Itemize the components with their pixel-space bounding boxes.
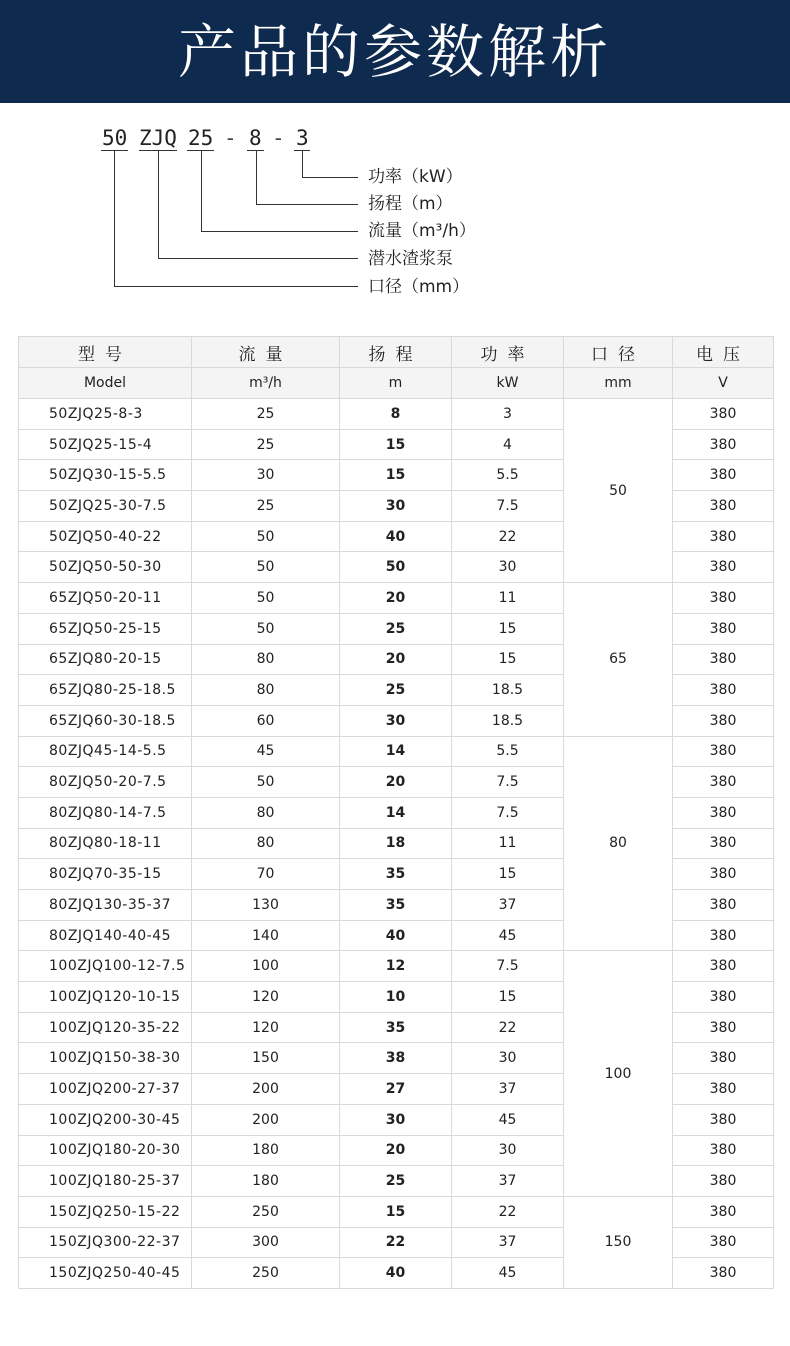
cell-head: 30: [340, 491, 452, 522]
cell-power: 37: [452, 1074, 564, 1105]
cell-model: 50ZJQ50-40-22: [19, 521, 192, 552]
cell-head: 15: [340, 460, 452, 491]
cell-head: 25: [340, 613, 452, 644]
cell-flow: 250: [192, 1196, 340, 1227]
cell-diameter: 150: [564, 1196, 673, 1288]
cell-voltage: 380: [673, 1135, 774, 1166]
cell-power: 22: [452, 1196, 564, 1227]
cell-head: 30: [340, 705, 452, 736]
cell-model: 100ZJQ200-27-37: [19, 1074, 192, 1105]
header-power: 功率: [452, 337, 564, 368]
cell-voltage: 380: [673, 859, 774, 890]
cell-power: 37: [452, 1227, 564, 1258]
cell-flow: 50: [192, 613, 340, 644]
cell-power: 3: [452, 399, 564, 430]
cell-model: 65ZJQ80-25-18.5: [19, 675, 192, 706]
cell-flow: 130: [192, 890, 340, 921]
cell-power: 11: [452, 828, 564, 859]
cell-power: 45: [452, 1258, 564, 1289]
cell-power: 30: [452, 1043, 564, 1074]
cell-model: 100ZJQ120-10-15: [19, 982, 192, 1013]
cell-flow: 50: [192, 583, 340, 614]
cell-model: 100ZJQ120-35-22: [19, 1012, 192, 1043]
cell-model: 80ZJQ50-20-7.5: [19, 767, 192, 798]
cell-head: 30: [340, 1104, 452, 1135]
cell-model: 100ZJQ100-12-7.5: [19, 951, 192, 982]
cell-head: 38: [340, 1043, 452, 1074]
cell-flow: 45: [192, 736, 340, 767]
cell-power: 22: [452, 521, 564, 552]
cell-model: 80ZJQ70-35-15: [19, 859, 192, 890]
cell-model: 80ZJQ140-40-45: [19, 920, 192, 951]
cell-voltage: 380: [673, 491, 774, 522]
cell-head: 40: [340, 920, 452, 951]
cell-head: 20: [340, 583, 452, 614]
table-row: [19, 1196, 774, 1227]
cell-head: 50: [340, 552, 452, 583]
cell-power: 7.5: [452, 767, 564, 798]
cell-head: 14: [340, 797, 452, 828]
cell-head: 40: [340, 1258, 452, 1289]
unit-power: kW: [452, 368, 564, 399]
cell-power: 30: [452, 552, 564, 583]
cell-voltage: 380: [673, 890, 774, 921]
cell-voltage: 380: [673, 1012, 774, 1043]
cell-model: 150ZJQ250-40-45: [19, 1258, 192, 1289]
cell-flow: 80: [192, 644, 340, 675]
legend-head: 扬程（m）: [368, 194, 453, 214]
cell-flow: 300: [192, 1227, 340, 1258]
cell-voltage: 380: [673, 1166, 774, 1197]
cell-power: 7.5: [452, 951, 564, 982]
cell-power: 37: [452, 890, 564, 921]
spec-table: [18, 336, 774, 1289]
table-row: [19, 399, 774, 430]
cell-head: 18: [340, 828, 452, 859]
cell-voltage: 380: [673, 613, 774, 644]
cell-power: 15: [452, 644, 564, 675]
cell-power: 7.5: [452, 491, 564, 522]
cell-flow: 50: [192, 767, 340, 798]
cell-diameter: 50: [564, 399, 673, 583]
header-model: 型号: [19, 337, 192, 368]
cell-head: 8: [340, 399, 452, 430]
cell-voltage: 380: [673, 1074, 774, 1105]
cell-diameter: 100: [564, 951, 673, 1197]
cell-power: 45: [452, 920, 564, 951]
cell-voltage: 380: [673, 767, 774, 798]
code-power: 3: [296, 126, 309, 150]
cell-power: 22: [452, 1012, 564, 1043]
cell-model: 50ZJQ25-30-7.5: [19, 491, 192, 522]
cell-diameter: 80: [564, 736, 673, 951]
cell-voltage: 380: [673, 920, 774, 951]
cell-model: 50ZJQ30-15-5.5: [19, 460, 192, 491]
table-row: [19, 736, 774, 767]
table-row: [19, 583, 774, 614]
cell-voltage: 380: [673, 1043, 774, 1074]
table-header-row: [19, 337, 774, 368]
code-head: 8: [249, 126, 262, 150]
cell-flow: 100: [192, 951, 340, 982]
cell-model: 65ZJQ50-20-11: [19, 583, 192, 614]
cell-model: 100ZJQ200-30-45: [19, 1104, 192, 1135]
cell-flow: 25: [192, 429, 340, 460]
cell-head: 12: [340, 951, 452, 982]
cell-flow: 50: [192, 521, 340, 552]
cell-voltage: 380: [673, 460, 774, 491]
cell-flow: 30: [192, 460, 340, 491]
cell-flow: 150: [192, 1043, 340, 1074]
cell-model: 50ZJQ25-15-4: [19, 429, 192, 460]
cell-model: 65ZJQ60-30-18.5: [19, 705, 192, 736]
cell-voltage: 380: [673, 1258, 774, 1289]
unit-model: Model: [19, 368, 192, 399]
cell-head: 10: [340, 982, 452, 1013]
cell-flow: 80: [192, 675, 340, 706]
cell-power: 37: [452, 1166, 564, 1197]
cell-model: 50ZJQ25-8-3: [19, 399, 192, 430]
cell-head: 22: [340, 1227, 452, 1258]
cell-flow: 60: [192, 705, 340, 736]
cell-flow: 200: [192, 1074, 340, 1105]
cell-head: 35: [340, 859, 452, 890]
cell-voltage: 380: [673, 705, 774, 736]
cell-model: 100ZJQ180-20-30: [19, 1135, 192, 1166]
header-flow: 流量: [192, 337, 340, 368]
cell-voltage: 380: [673, 675, 774, 706]
header-voltage: 电压: [673, 337, 774, 368]
cell-power: 18.5: [452, 675, 564, 706]
cell-voltage: 380: [673, 399, 774, 430]
cell-flow: 25: [192, 491, 340, 522]
header-head: 扬程: [340, 337, 452, 368]
cell-power: 5.5: [452, 460, 564, 491]
cell-voltage: 380: [673, 828, 774, 859]
cell-model: 100ZJQ150-38-30: [19, 1043, 192, 1074]
cell-voltage: 380: [673, 644, 774, 675]
table-units-row: [19, 368, 774, 399]
cell-model: 150ZJQ250-15-22: [19, 1196, 192, 1227]
page-title: 产品的参数解析: [177, 18, 612, 86]
unit-diameter: mm: [564, 368, 673, 399]
cell-flow: 50: [192, 552, 340, 583]
cell-power: 4: [452, 429, 564, 460]
cell-head: 20: [340, 644, 452, 675]
cell-power: 30: [452, 1135, 564, 1166]
cell-voltage: 380: [673, 797, 774, 828]
cell-head: 25: [340, 675, 452, 706]
cell-power: 15: [452, 982, 564, 1013]
cell-voltage: 380: [673, 951, 774, 982]
cell-model: 80ZJQ80-18-11: [19, 828, 192, 859]
cell-flow: 80: [192, 828, 340, 859]
code-dash: -: [224, 126, 237, 150]
cell-flow: 80: [192, 797, 340, 828]
cell-head: 25: [340, 1166, 452, 1197]
code-dash: -: [272, 126, 285, 150]
cell-head: 35: [340, 890, 452, 921]
cell-model: 50ZJQ50-50-30: [19, 552, 192, 583]
unit-flow: m³/h: [192, 368, 340, 399]
cell-flow: 250: [192, 1258, 340, 1289]
cell-head: 14: [340, 736, 452, 767]
cell-voltage: 380: [673, 583, 774, 614]
connector-line: [114, 151, 358, 287]
cell-model: 80ZJQ130-35-37: [19, 890, 192, 921]
cell-flow: 140: [192, 920, 340, 951]
cell-model: 65ZJQ50-25-15: [19, 613, 192, 644]
cell-head: 27: [340, 1074, 452, 1105]
cell-head: 20: [340, 767, 452, 798]
cell-flow: 70: [192, 859, 340, 890]
cell-head: 15: [340, 1196, 452, 1227]
cell-voltage: 380: [673, 521, 774, 552]
cell-power: 18.5: [452, 705, 564, 736]
cell-power: 5.5: [452, 736, 564, 767]
cell-model: 65ZJQ80-20-15: [19, 644, 192, 675]
cell-flow: 25: [192, 399, 340, 430]
unit-voltage: V: [673, 368, 774, 399]
code-series: ZJQ: [139, 126, 177, 150]
legend-diameter: 口径（mm）: [368, 277, 470, 297]
cell-head: 40: [340, 521, 452, 552]
cell-flow: 180: [192, 1135, 340, 1166]
table-row: [19, 951, 774, 982]
unit-head: m: [340, 368, 452, 399]
cell-voltage: 380: [673, 982, 774, 1013]
cell-power: 7.5: [452, 797, 564, 828]
cell-voltage: 380: [673, 1104, 774, 1135]
cell-head: 35: [340, 1012, 452, 1043]
cell-model: 80ZJQ45-14-5.5: [19, 736, 192, 767]
cell-flow: 200: [192, 1104, 340, 1135]
code-flow: 25: [188, 126, 214, 150]
cell-voltage: 380: [673, 552, 774, 583]
header-diameter: 口径: [564, 337, 673, 368]
cell-flow: 180: [192, 1166, 340, 1197]
cell-flow: 120: [192, 982, 340, 1013]
model-code-diagram: [0, 103, 790, 323]
cell-head: 15: [340, 429, 452, 460]
cell-model: 150ZJQ300-22-37: [19, 1227, 192, 1258]
cell-voltage: 380: [673, 736, 774, 767]
code-diameter: 50: [102, 126, 128, 150]
cell-diameter: 65: [564, 583, 673, 736]
cell-power: 45: [452, 1104, 564, 1135]
cell-voltage: 380: [673, 1227, 774, 1258]
legend-flow: 流量（m³/h）: [368, 221, 476, 241]
cell-voltage: 380: [673, 429, 774, 460]
header-banner: [0, 0, 790, 103]
cell-flow: 120: [192, 1012, 340, 1043]
cell-voltage: 380: [673, 1196, 774, 1227]
cell-model: 80ZJQ80-14-7.5: [19, 797, 192, 828]
legend-pump-type: 潜水渣浆泵: [368, 249, 453, 269]
cell-head: 20: [340, 1135, 452, 1166]
cell-power: 15: [452, 859, 564, 890]
cell-model: 100ZJQ180-25-37: [19, 1166, 192, 1197]
cell-power: 11: [452, 583, 564, 614]
legend-power: 功率（kW）: [368, 167, 463, 187]
cell-power: 15: [452, 613, 564, 644]
